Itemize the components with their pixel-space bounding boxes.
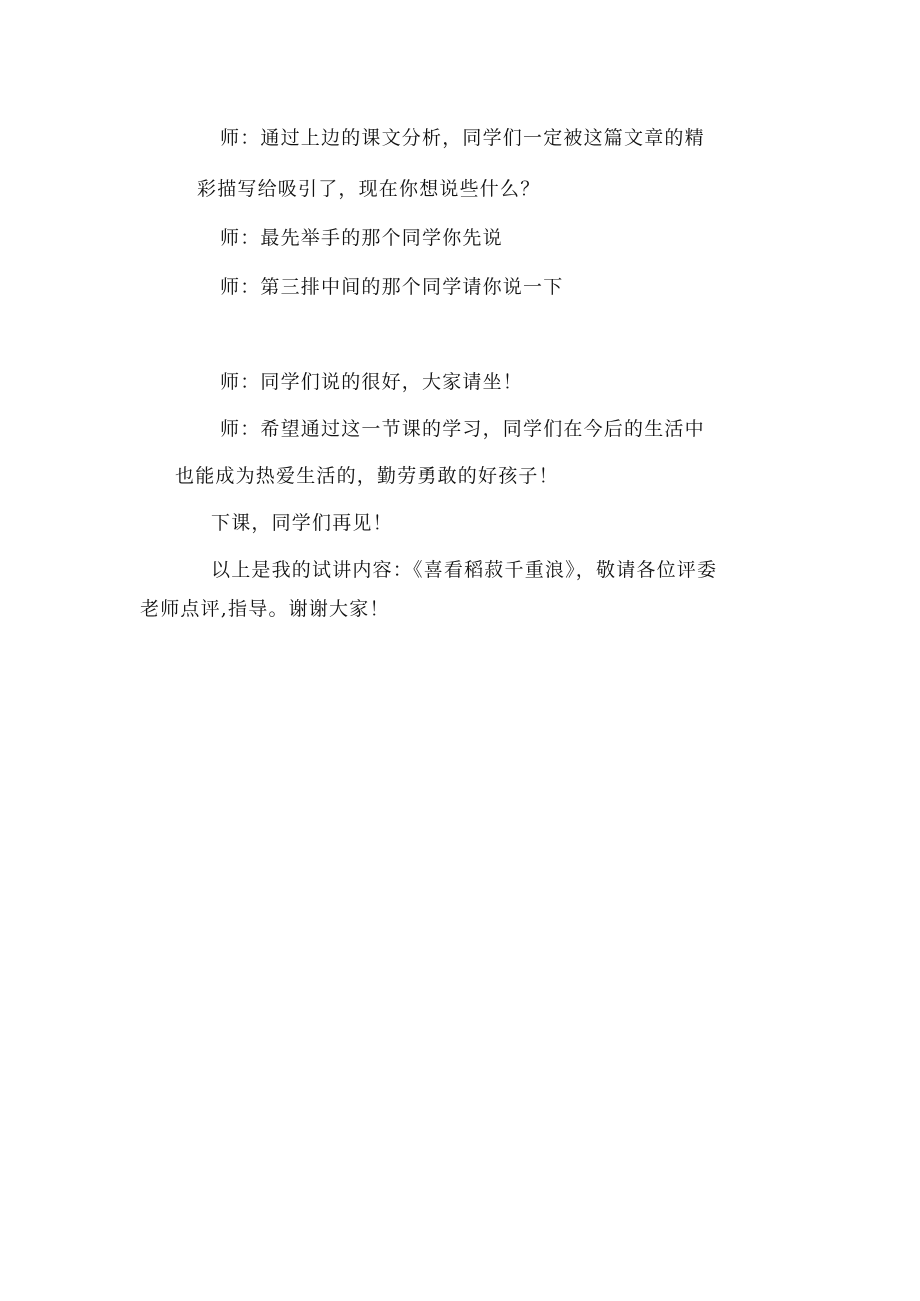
text-line-teacher-analysis: 师：通过上边的课文分析，同学们一定被这篇文章的精 xyxy=(220,127,705,149)
text-line-first-raised-hand: 师：最先举手的那个同学你先说 xyxy=(220,227,503,249)
text-line-third-row-student: 师：第三排中间的那个同学请你说一下 xyxy=(220,276,564,298)
text-line-analysis-continued: 彩描写给吸引了，现在你想说些什么？ xyxy=(197,178,541,200)
text-line-hope-continued: 也能成为热爱生活的，勤劳勇敢的好孩子！ xyxy=(175,465,559,487)
text-line-class-dismissed: 下课，同学们再见！ xyxy=(211,512,393,534)
text-line-closing-continued: 老师点评,指导。谢谢大家！ xyxy=(140,598,390,620)
text-line-please-sit: 师：同学们说的很好，大家请坐！ xyxy=(220,371,524,393)
text-line-closing-statement: 以上是我的试讲内容：《喜看稻菽千重浪》，敬请各位评委 xyxy=(211,559,718,581)
text-line-hope: 师：希望通过这一节课的学习，同学们在今后的生活中 xyxy=(220,418,705,440)
